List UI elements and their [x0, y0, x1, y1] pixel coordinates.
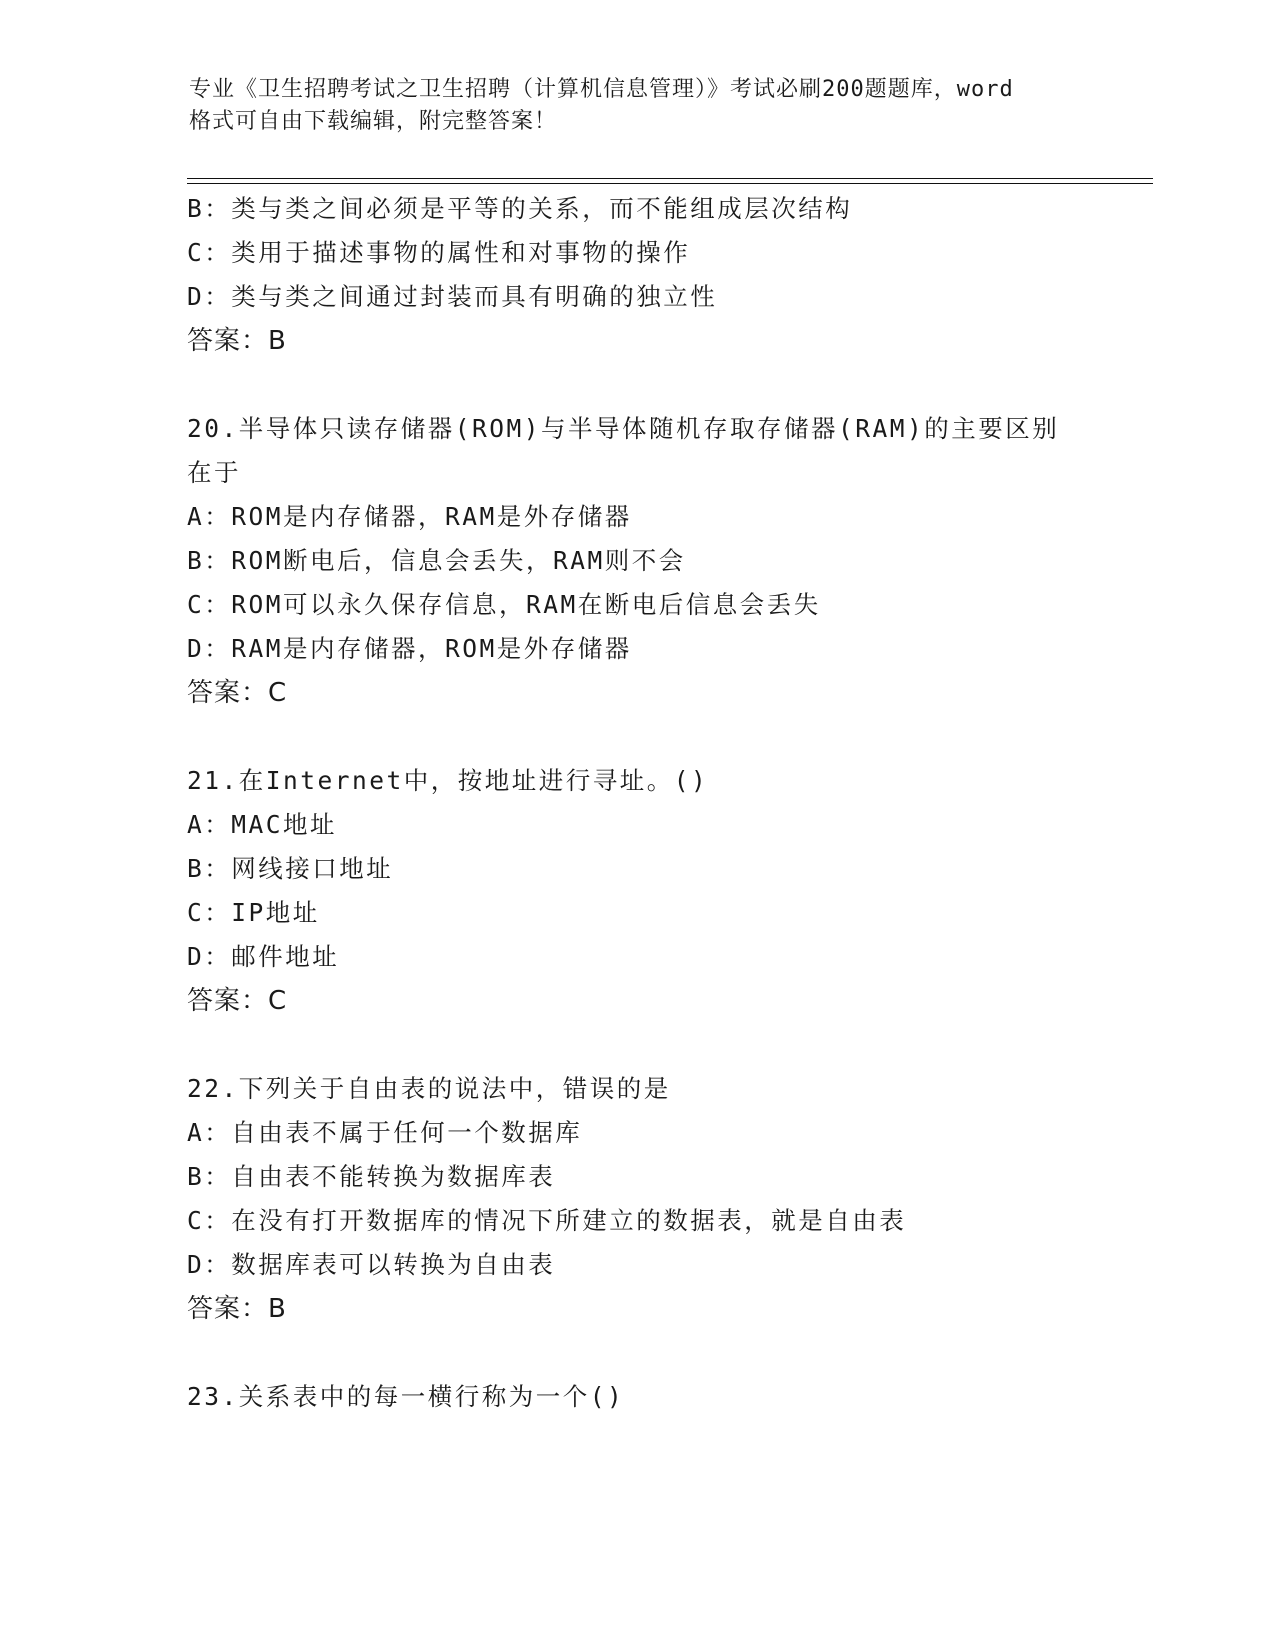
q20-option-c: C：ROM可以永久保存信息，RAM在断电后信息会丢失: [187, 590, 821, 619]
q21-option-d: D：邮件地址: [187, 942, 340, 971]
q22-stem: 22.下列关于自由表的说法中，错误的是: [187, 1074, 671, 1103]
header-divider-bottom: [187, 183, 1153, 184]
q19-answer: 答案：B: [187, 326, 287, 356]
q23-stem: 23.关系表中的每一横行称为一个(): [187, 1382, 625, 1411]
q22-option-c: C：在没有打开数据库的情况下所建立的数据表，就是自由表: [187, 1206, 907, 1235]
q20-option-a: A：ROM是内存储器，RAM是外存储器: [187, 502, 632, 531]
q22-option-a: A：自由表不属于任何一个数据库: [187, 1118, 583, 1147]
q20-option-b: B：ROM断电后，信息会丢失，RAM则不会: [187, 546, 686, 575]
header-line-1: 专业《卫生招聘考试之卫生招聘（计算机信息管理）》考试必刷200题题库，word: [189, 77, 1014, 102]
q19-option-c: C：类用于描述事物的属性和对事物的操作: [187, 238, 691, 267]
q20-stem-line-2: 在于: [187, 458, 241, 487]
document-header: [189, 74, 1089, 138]
q22-option-d: D：数据库表可以转换为自由表: [187, 1250, 556, 1279]
q21-option-c: C：IP地址: [187, 898, 320, 927]
q19-option-d: D：类与类之间通过封装而具有明确的独立性: [187, 282, 718, 311]
q21-option-a: A：MAC地址: [187, 810, 338, 839]
header-line-2: 格式可自由下载编辑，附完整答案！: [189, 109, 558, 134]
q20-option-d: D：RAM是内存储器，ROM是外存储器: [187, 634, 632, 663]
q21-stem: 21.在Internet中，按地址进行寻址。(): [187, 766, 709, 795]
q22-option-b: B：自由表不能转换为数据库表: [187, 1162, 556, 1191]
q22-answer: 答案：B: [187, 1294, 287, 1324]
q20-answer: 答案：C: [187, 678, 288, 708]
q20-stem-line-1: 20.半导体只读存储器(ROM)与半导体随机存取存储器(RAM)的主要区别: [187, 414, 1060, 443]
q21-option-b: B：网线接口地址: [187, 854, 394, 883]
header-divider-top: [187, 178, 1153, 179]
q19-option-b: B：类与类之间必须是平等的关系，而不能组成层次结构: [187, 194, 853, 223]
q21-answer: 答案：C: [187, 986, 288, 1016]
